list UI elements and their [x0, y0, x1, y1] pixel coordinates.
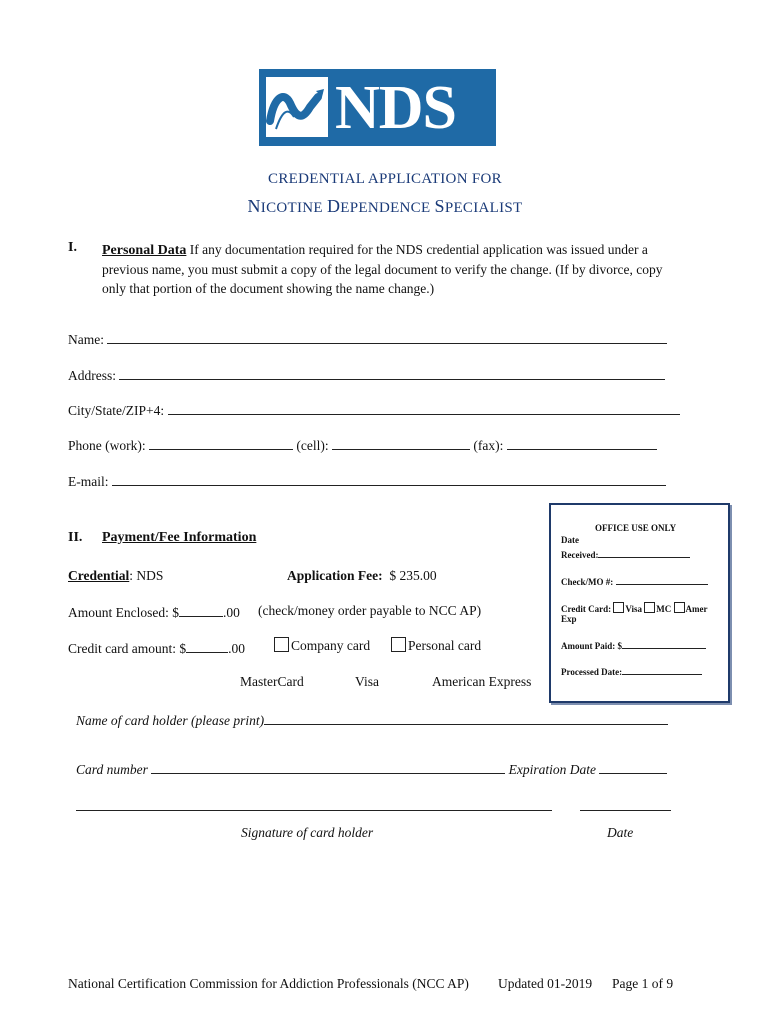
application-fee: Application Fee: $ 235.00: [287, 568, 437, 583]
cardholder-name-field[interactable]: Name of card holder (please print): [76, 711, 668, 729]
office-processed-date: Processed Date:: [561, 666, 702, 677]
phone-fields[interactable]: Phone (work): (cell): (fax):: [68, 436, 657, 454]
office-title: OFFICE USE ONLY: [595, 523, 677, 533]
amex-option[interactable]: American Express: [432, 674, 532, 689]
footer-page: Page 1 of 9: [612, 976, 674, 991]
visa-option[interactable]: Visa: [355, 674, 379, 689]
section2-number: II.: [68, 530, 83, 545]
mastercard-option[interactable]: MasterCard: [240, 674, 304, 689]
section2-heading: Payment/Fee Information: [102, 530, 257, 545]
footer-updated: Updated 01-2019: [498, 976, 593, 991]
office-date-label: Date: [561, 535, 579, 545]
checkbox-icon: [274, 637, 289, 652]
form-title-line1: CREDENTIAL APPLICATION FOR: [268, 171, 502, 187]
section1-heading: Personal Data: [102, 243, 187, 258]
credit-card-amount-field[interactable]: Credit card amount: $ .00: [68, 641, 245, 656]
office-date-received: Received:: [561, 549, 690, 560]
checkbox-icon: [674, 602, 685, 613]
personal-card-checkbox[interactable]: Personal card: [391, 637, 481, 654]
office-amount-paid: Amount Paid: $: [561, 640, 706, 651]
checkbox-icon: [613, 602, 624, 613]
form-title-line2: NICOTINE DEPENDENCE SPECIALIST: [247, 196, 523, 216]
credential-line: Credential: NDS: [68, 568, 164, 583]
office-use-box: [549, 503, 730, 703]
checkbox-icon: [391, 637, 406, 652]
office-credit-card: Credit Card: Visa MC Amer: [561, 604, 708, 614]
signature-label: Signature of card holder: [241, 825, 374, 840]
company-card-checkbox[interactable]: Company card: [274, 637, 370, 654]
amount-enclosed-field[interactable]: Amount Enclosed: $ .00: [68, 605, 240, 620]
footer-org: National Certification Commission for Addiction Professionals (NCC AP): [68, 976, 469, 991]
address-field[interactable]: Address:: [68, 366, 665, 384]
section1-text: If any documentation required for the NDS credential application was issued under a previous name, you must submit a copy of the legal document to verify the change. (If by divorce, copy only that portion of the document showing the name change.): [102, 242, 663, 296]
card-number-field[interactable]: Card number Expiration Date: [76, 760, 667, 778]
nds-logo: [259, 69, 496, 146]
checkbox-icon: [644, 602, 655, 613]
office-exp: Exp: [561, 614, 577, 624]
email-field[interactable]: E-mail:: [68, 472, 666, 490]
section1-paragraph: [102, 240, 687, 298]
logo-wave-icon: [266, 77, 328, 137]
signature-line[interactable]: [76, 810, 552, 811]
payable-note: (check/money order payable to NCC AP): [258, 603, 482, 618]
city-state-zip-field[interactable]: City/State/ZIP+4:: [68, 401, 680, 419]
date-line[interactable]: [580, 810, 671, 811]
section1-number: I.: [68, 240, 77, 255]
date-label: Date: [607, 825, 634, 840]
office-check-mo: Check/MO #:: [561, 576, 708, 587]
logo-text: NDS: [335, 74, 457, 142]
name-field[interactable]: Name:: [68, 330, 667, 348]
